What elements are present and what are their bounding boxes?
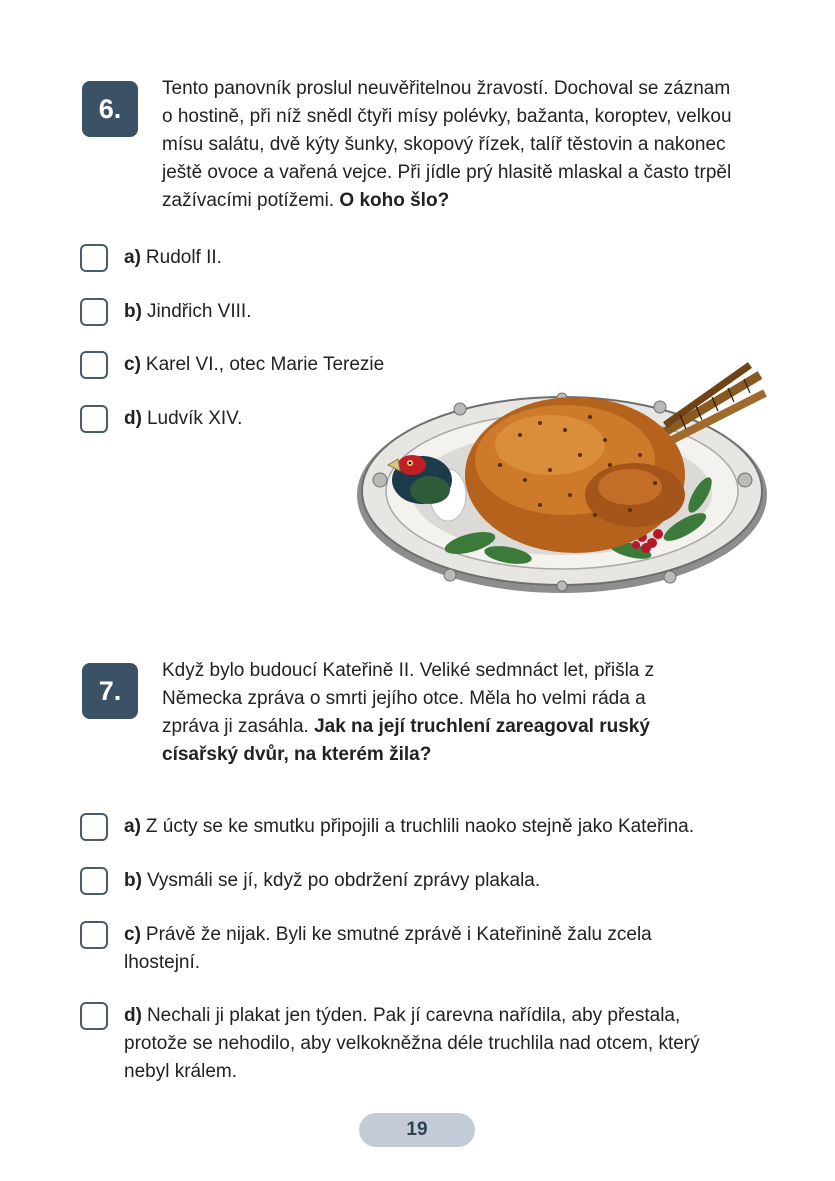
option-label: Nechali ji plakat jen týden. Pak jí carevna nařídila, aby přestala, protože se nehodilo, aby velkokněžna déle truchlila nad otcem, který nebyl králem.: [124, 1005, 700, 1082]
option-label: Rudolf II.: [145, 247, 222, 268]
option-letter: a): [124, 247, 141, 268]
q7-option-c[interactable]: [80, 921, 720, 977]
checkbox[interactable]: [80, 813, 108, 841]
q6-option-a[interactable]: [80, 244, 380, 272]
q6-option-d[interactable]: [80, 405, 380, 433]
question-6-prompt: O koho šlo?: [339, 190, 450, 211]
question-6-body: Tento panovník proslul neuvěřitelnou žravostí. Dochoval se záznam o hostině, při níž snědl čtyři mísy polévky, bažanta, koroptev, velkou mísu salátu, dvě kýty šunky, skopový řízek, talíř těstovin a nakonec ještě ovoce a vařená vejce. Při jídle prý hlasitě mlaskal a často trpěl zažívacími potížemi.: [162, 78, 732, 211]
checkbox[interactable]: [80, 244, 108, 272]
option-label: Ludvík XIV.: [146, 408, 243, 429]
checkbox[interactable]: [80, 1002, 108, 1030]
page-number: 19: [359, 1113, 475, 1147]
q6-option-b[interactable]: [80, 298, 380, 326]
option-letter: c): [124, 924, 141, 945]
option-label: Karel VI., otec Marie Terezie: [145, 354, 385, 375]
q7-option-d[interactable]: [80, 1002, 760, 1086]
option-letter: d): [124, 1005, 142, 1026]
question-7-text: [162, 657, 692, 769]
option-label: Vysmáli se jí, když po obdržení zprávy plakala.: [146, 870, 541, 891]
option-label: Právě že nijak. Byli ke smutné zprávě i Kateřinině žalu zcela lhostejní.: [124, 924, 652, 973]
checkbox[interactable]: [80, 405, 108, 433]
option-label: Jindřich VIII.: [146, 301, 252, 322]
question-6-text: [162, 75, 742, 215]
checkbox[interactable]: [80, 921, 108, 949]
question-7-prompt: Jak na její truchlení zareagoval ruský císařský dvůr, na kterém žila?: [162, 716, 650, 765]
roast-pheasant-on-platter-icon: [340, 305, 772, 605]
question-7-body: Když bylo budoucí Kateřině II. Veliké sedmnáct let, přišla z Německa zpráva o smrti jejího otce. Měla ho velmi ráda a zpráva ji zasáhla.: [162, 660, 655, 737]
option-label: Z úcty se ke smutku připojili a truchlili naoko stejně jako Kateřina.: [145, 816, 694, 837]
option-letter: d): [124, 408, 142, 429]
option-letter: c): [124, 354, 141, 375]
checkbox[interactable]: [80, 351, 108, 379]
option-letter: b): [124, 301, 142, 322]
q7-option-b[interactable]: [80, 867, 760, 895]
q7-option-a[interactable]: [80, 813, 760, 841]
question-7-number: 7.: [82, 663, 138, 719]
option-letter: b): [124, 870, 142, 891]
question-6-number: 6.: [82, 81, 138, 137]
option-letter: a): [124, 816, 141, 837]
checkbox[interactable]: [80, 298, 108, 326]
checkbox[interactable]: [80, 867, 108, 895]
